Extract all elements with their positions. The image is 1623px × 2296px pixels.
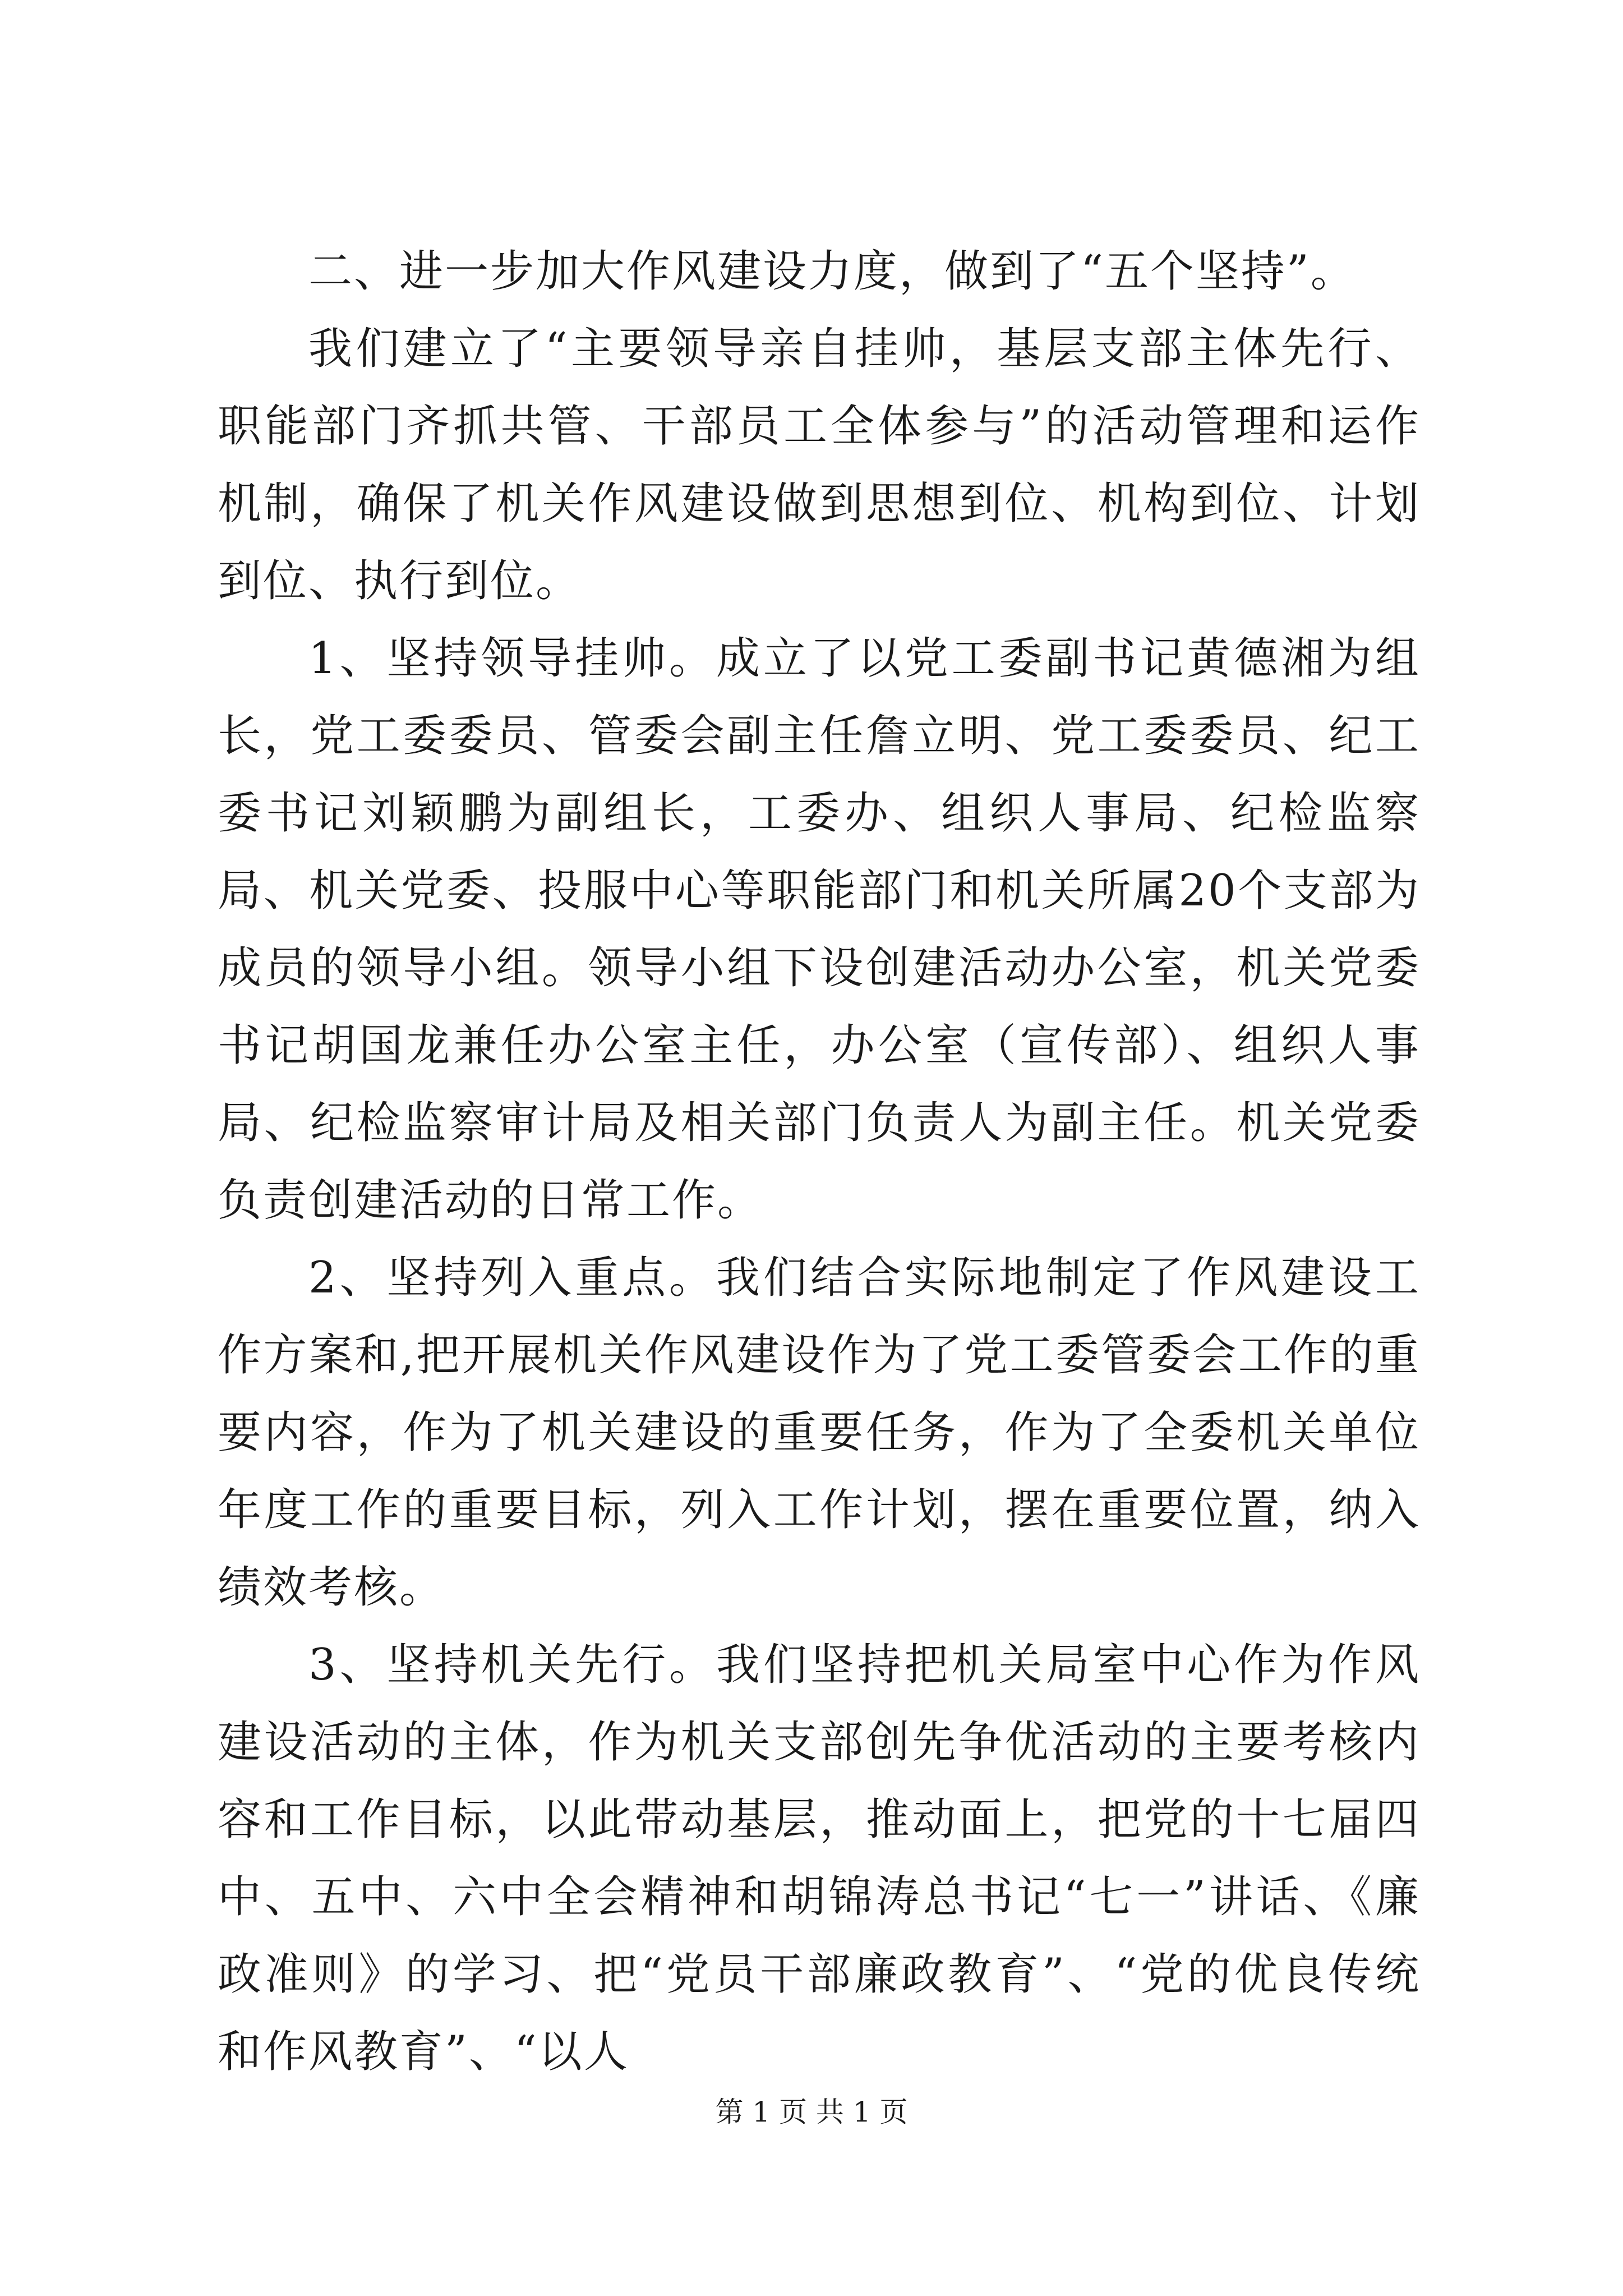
- document-body: [218, 233, 1421, 2091]
- paragraph-item-1: 1、坚持领导挂帅。成立了以党工委副书记黄德湘为组长，党工委委员、管委会副主任詹立明、党工委委员、纪工委书记刘颖鹏为副组长，工委办、组织人事局、纪检监察局、机关党委、投服中心等职能部门和机关所属20个支部为成员的领导小组。领导小组下设创建活动办公室，机关党委书记胡国龙兼任办公室主任，办公室（宣传部）、组织人事局、纪检监察审计局及相关部门负责人为副主任。机关党委负责创建活动的日常工作。: [218, 633, 1421, 1226]
- paragraph-item-3: 3、坚持机关先行。我们坚持把机关局室中心作为作风建设活动的主体，作为机关支部创先争优活动的主要考核内容和工作目标，以此带动基层，推动面上，把党的十七届四中、五中、六中全会精神和胡锦涛总书记“七一”讲话、《廉政准则》的学习、把“党员干部廉政教育”、“党的优良传统和作风教育”、“以人: [218, 1640, 1421, 2077]
- paragraph-mechanism: 我们建立了“主要领导亲自挂帅，基层支部主体先行、职能部门齐抓共管、干部员工全体参与”的活动管理和运作机制，确保了机关作风建设做到思想到位、机构到位、计划到位、执行到位。: [218, 324, 1421, 606]
- paragraph-section-heading: 二、进一步加大作风建设力度，做到了“五个坚持”。: [308, 246, 1356, 297]
- paragraph-item-2: 2、坚持列入重点。我们结合实际地制定了作风建设工作方案和,把开展机关作风建设作为了党工委管委会工作的重要内容，作为了机关建设的重要任务，作为了全委机关单位年度工作的重要目标，列入工作计划，摆在重要位置，纳入绩效考核。: [218, 1253, 1421, 1613]
- page-footer: 第 1 页 共 1 页: [715, 2096, 908, 2128]
